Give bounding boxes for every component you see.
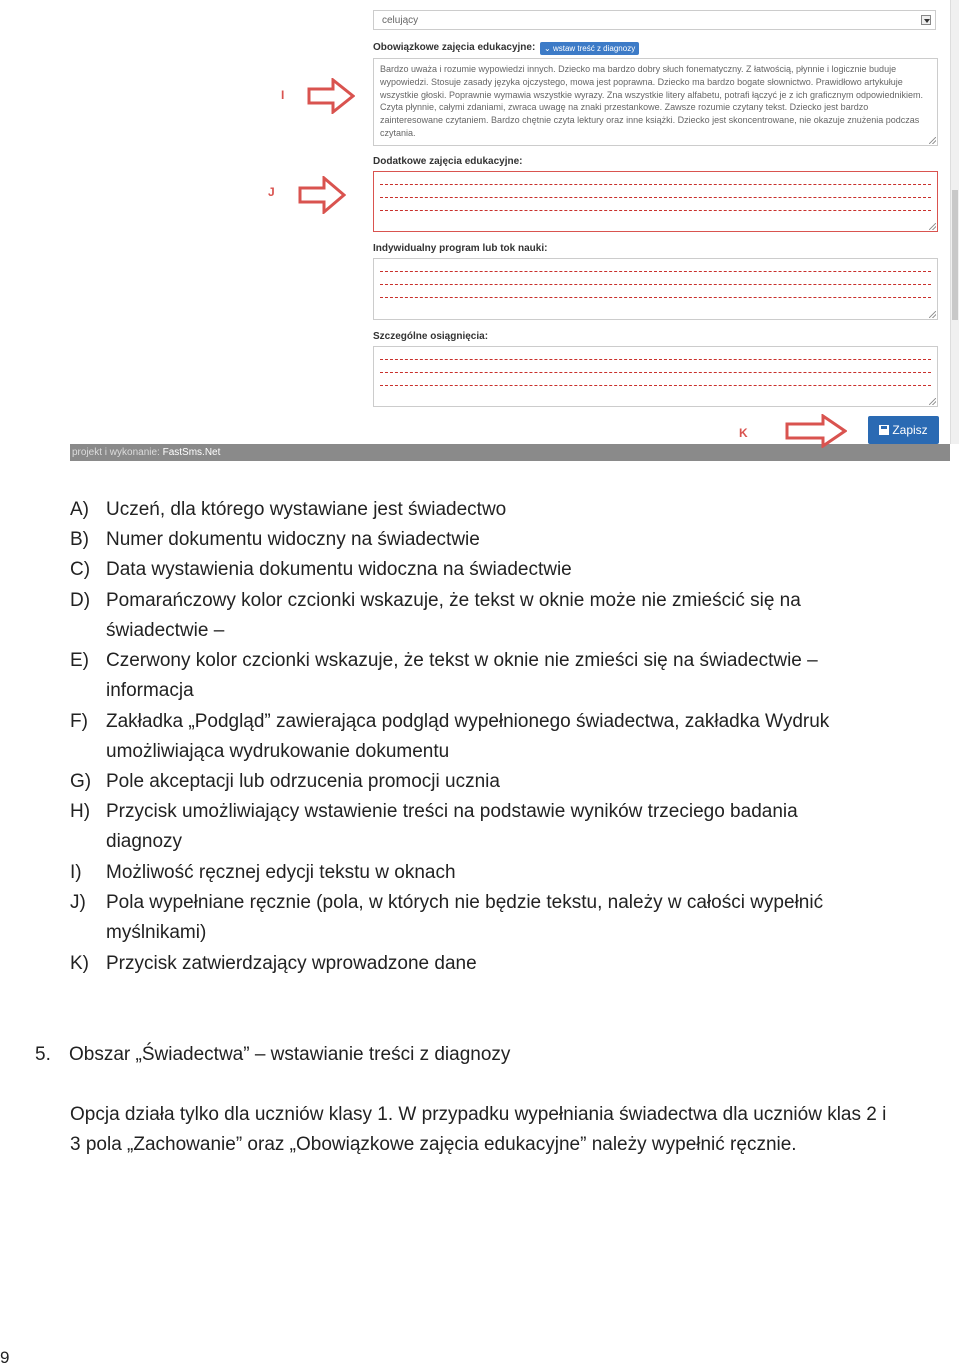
list-key: F) — [70, 711, 88, 732]
mandatory-text: Bardzo uważa i rozumie wypowiedzi innych. Dziecko ma bardzo dobry słuch fonematyczny. Z łatwością, płynnie i logicznie buduje wypowiedzi. Stosuje zasady języka ojczystego, mowa jest poprawna. Dziecko ma bardzo bogate słownictwo. Prawidłowo artykułuje wszystkie głoski. Poprawnie wymawia wszystkie wyrazy. Zna wszystkie litery alfabetu, potrafi łączyć je z ich graficznym odpowiednikiem. Czyta płynnie, całymi zdaniami, zwraca uwagę na znaki przestankowe. Zawsze rozumie czytany tekst. Dziecko jest bardzo zainteresowane czytaniem. Bardzo chętnie czyta lektury oraz inne książki. Dziecko jest skoncentrowane, nie okazuje znużenia podczas czytania. — [380, 64, 924, 138]
grade-select[interactable] — [373, 10, 936, 30]
list-text: Czerwony kolor czcionki wskazuje, że tekst w oknie nie zmieści się na świadectwie – informacja — [106, 650, 818, 702]
individual-field-label: Indywidualny program lub tok nauki: — [373, 243, 548, 254]
page-number: 9 — [0, 1348, 10, 1367]
section-number: 5. — [35, 1044, 51, 1065]
marker-k: K — [739, 426, 748, 440]
list-text: Zakładka „Podgląd” zawierająca podgląd wypełnionego świadectwa, zakładka Wydruk umożliwiająca wydrukowanie dokumentu — [106, 711, 830, 763]
list-key: I) — [70, 862, 82, 883]
resize-grip-icon[interactable] — [929, 137, 936, 144]
grade-select-value: celujący — [382, 15, 419, 26]
arrow-right-icon — [307, 78, 355, 114]
footer-prefix: projekt i wykonanie: — [72, 447, 160, 458]
arrow-right-icon — [298, 176, 346, 214]
section-paragraph: Opcja działa tylko dla uczniów klasy 1. W przypadku wypełniania świadectwa dla uczniów klas 2 i 3 pola „Zachowanie” oraz „Obowiązkowe zajęcia edukacyjne” należy wypełnić ręcznie. — [70, 1104, 887, 1156]
mandatory-field-label: Obowiązkowe zajęcia edukacyjne: — [373, 42, 536, 53]
footer-brand-link[interactable]: FastSms.Net — [162, 447, 221, 458]
resize-grip-icon[interactable] — [929, 398, 936, 405]
marker-i: I — [281, 88, 285, 102]
insert-diagnosis-label: wstaw treść z diagnozy — [552, 44, 636, 53]
list-text: Możliwość ręcznej edycji tekstu w oknach — [106, 862, 456, 883]
list-key: H) — [70, 801, 91, 822]
list-key: G) — [70, 771, 92, 792]
mandatory-textarea[interactable] — [373, 58, 938, 146]
individual-textarea[interactable] — [373, 258, 938, 320]
list-key: D) — [70, 590, 91, 611]
additional-field-label: Dodatkowe zajęcia edukacyjne: — [373, 156, 523, 167]
list-text: Przycisk umożliwiający wstawienie treści na podstawie wyników trzeciego badania diagnozy — [106, 801, 798, 853]
save-button[interactable] — [868, 416, 939, 444]
section-title: Obszar „Świadectwa” – wstawianie treści z diagnozy — [69, 1044, 511, 1065]
list-text: Pole akceptacji lub odrzucenia promocji ucznia — [106, 771, 500, 792]
marker-j: J — [268, 185, 275, 199]
arrow-right-icon — [785, 414, 847, 448]
list-key: E) — [70, 650, 89, 671]
list-text: Numer dokumentu widoczny na świadectwie — [106, 529, 480, 550]
list-text: Przycisk zatwierdzający wprowadzone dane — [106, 953, 477, 974]
save-button-label: Zapisz — [892, 423, 928, 437]
chevron-down-icon: ⌄ — [544, 44, 551, 53]
list-key: B) — [70, 529, 89, 550]
list-text: Pola wypełniane ręcznie (pola, w których nie będzie tekstu, należy w całości wypełnić myślnikami) — [106, 892, 824, 944]
insert-diagnosis-button[interactable] — [540, 42, 639, 55]
resize-grip-icon[interactable] — [929, 223, 936, 230]
achievements-textarea[interactable] — [373, 346, 938, 407]
list-key: K) — [70, 953, 89, 974]
scrollbar-thumb[interactable] — [952, 190, 958, 320]
resize-grip-icon[interactable] — [929, 311, 936, 318]
footer-credit — [72, 447, 220, 458]
list-key: C) — [70, 559, 91, 580]
list-text: Pomarańczowy kolor czcionki wskazuje, że tekst w oknie może nie zmieścić się na świadectwie – — [106, 590, 801, 642]
floppy-disk-icon — [879, 425, 889, 435]
list-key: A) — [70, 499, 89, 520]
list-text: Data wystawienia dokumentu widoczna na świadectwie — [106, 559, 572, 580]
vertical-scrollbar[interactable] — [950, 0, 959, 444]
chevron-down-icon[interactable] — [921, 15, 931, 25]
list-text: Uczeń, dla którego wystawiane jest świadectwo — [106, 499, 507, 520]
additional-textarea[interactable] — [373, 171, 938, 232]
list-key: J) — [70, 892, 86, 913]
achievements-field-label: Szczególne osiągnięcia: — [373, 331, 489, 342]
